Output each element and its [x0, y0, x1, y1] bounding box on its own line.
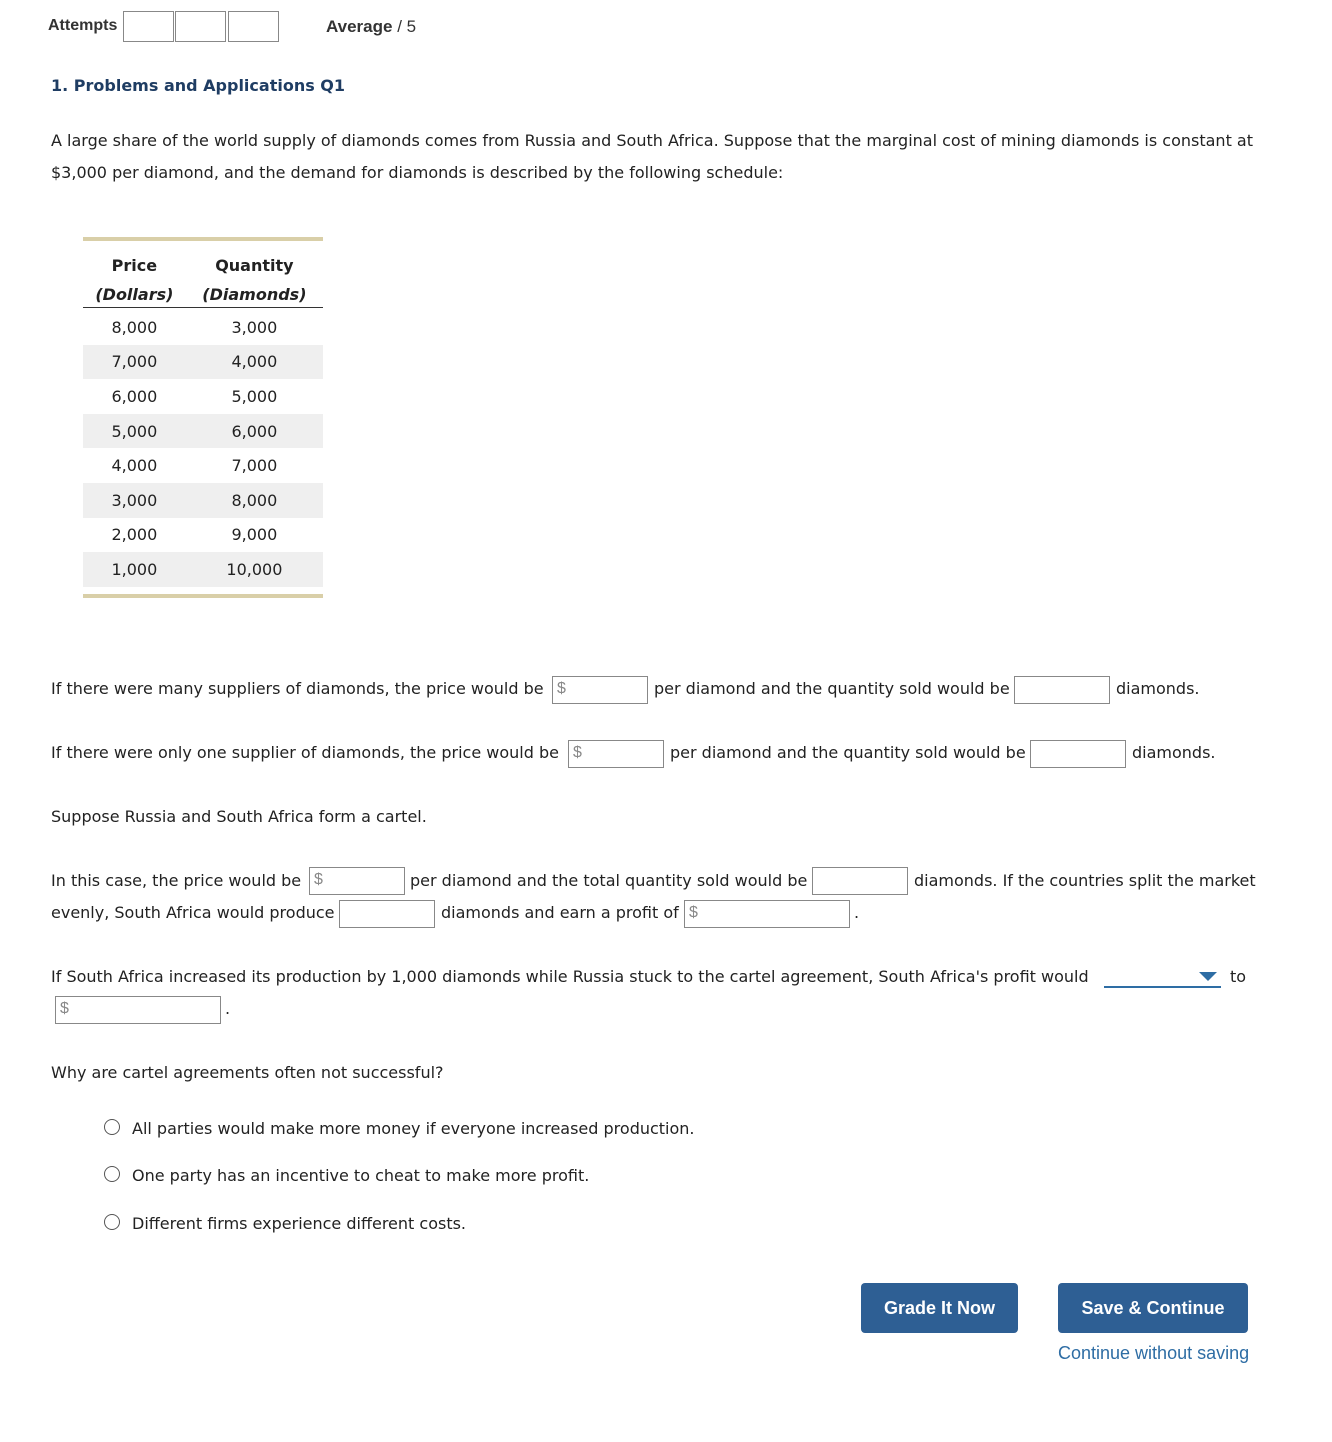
table-row [83, 310, 323, 345]
quantity-cell: 3,000 [231, 317, 278, 337]
attempt-box-3 [228, 11, 279, 42]
option-incentive-to-cheat[interactable] [104, 1165, 724, 1189]
intro-line-2: $3,000 per diamond, and the demand for diamonds is described by the following schedule: [51, 163, 784, 182]
q2-text-a: If there were only one supplier of diamonds, the price would be [51, 743, 559, 762]
competitive-quantity-input[interactable] [1014, 676, 1110, 704]
dollar-sign-icon: $ [314, 871, 323, 888]
price-subheader: (Dollars) [95, 285, 174, 304]
price-cell: 6,000 [111, 386, 158, 406]
demand-schedule-table [83, 237, 323, 587]
competitive-price-input[interactable] [552, 676, 648, 704]
south-africa-profit-input[interactable] [684, 900, 850, 928]
cartel-quantity-input[interactable] [812, 867, 908, 895]
price-cell: 7,000 [83, 345, 186, 380]
option-label: All parties would make more money if everyone increased production. [132, 1119, 695, 1138]
save-continue-button[interactable]: Save & Continue [1058, 1283, 1248, 1333]
intro-line-1: A large share of the world supply of diamonds comes from Russia and South Africa. Suppose that the marginal cost of mining diamonds is constant at [51, 131, 1253, 150]
price-cell: 3,000 [83, 483, 186, 518]
q2-text-c: diamonds. [1132, 743, 1216, 762]
dollar-sign-icon: $ [557, 680, 566, 697]
q3-text-a: In this case, the price would be [51, 871, 302, 890]
price-header: Price [111, 255, 158, 275]
dropdown-underline [1104, 986, 1221, 988]
q3-text-b: per diamond and the total quantity sold would be [410, 871, 808, 890]
cartel-intro: Suppose Russia and South Africa form a cartel. [51, 807, 427, 826]
table-row [83, 345, 323, 380]
table-bottom-rule [83, 594, 323, 598]
price-cell: 8,000 [111, 317, 158, 337]
price-cell: 5,000 [83, 414, 186, 449]
q3-text-f: . [854, 903, 860, 922]
table-row [83, 414, 323, 449]
profit-change-dropdown[interactable] [1104, 966, 1221, 988]
question-intro [51, 125, 1291, 189]
quantity-cell: 8,000 [186, 483, 323, 518]
q4-text-b: to [1230, 967, 1247, 986]
radio-button[interactable] [104, 1166, 120, 1182]
attempt-box-2 [175, 11, 226, 42]
table-row [83, 379, 323, 414]
price-cell: 1,000 [83, 552, 186, 587]
quantity-cell: 10,000 [186, 552, 323, 587]
option-label: One party has an incentive to cheat to make more profit. [132, 1166, 590, 1185]
q1-text-b: per diamond and the quantity sold would be [654, 679, 1010, 698]
q2-text-b: per diamond and the quantity sold would be [670, 743, 1026, 762]
dollar-sign-icon: $ [573, 744, 582, 761]
average-value: / 5 [397, 17, 417, 36]
profit-change-input[interactable] [55, 996, 221, 1024]
monopoly-quantity-input[interactable] [1030, 740, 1126, 768]
monopoly-price-input[interactable] [568, 740, 664, 768]
attempt-box-1 [123, 11, 174, 42]
quantity-header: Quantity [215, 255, 294, 275]
table-header-rule [83, 307, 323, 308]
q4-text-a: If South Africa increased its production by 1,000 diamonds while Russia stuck to the cartel agreement, South Africa's profit would [51, 967, 1089, 986]
option-different-costs[interactable] [104, 1213, 724, 1237]
table-row [83, 448, 323, 483]
q3-text-c: diamonds. If the countries split the market [914, 871, 1256, 890]
average-score [326, 17, 416, 37]
quantity-cell: 4,000 [186, 345, 323, 380]
q3-text-d: evenly, South Africa would produce [51, 903, 335, 922]
quantity-cell: 5,000 [231, 386, 278, 406]
question-title: 1. Problems and Applications Q1 [51, 76, 346, 95]
cartel-price-input[interactable] [309, 867, 405, 895]
table-row [83, 518, 323, 553]
q1-text-c: diamonds. [1116, 679, 1200, 698]
south-africa-quantity-input[interactable] [339, 900, 435, 928]
option-label: Different firms experience different costs. [132, 1214, 467, 1233]
table-row [83, 552, 323, 587]
attempts-label: Attempts [48, 17, 118, 34]
chevron-down-icon [1199, 972, 1217, 981]
radio-button[interactable] [104, 1119, 120, 1135]
quantity-cell: 6,000 [186, 414, 323, 449]
price-cell: 2,000 [111, 525, 158, 545]
continue-without-saving-link[interactable]: Continue without saving [1058, 1343, 1250, 1363]
table-row [83, 483, 323, 518]
dollar-sign-icon: $ [60, 1000, 69, 1017]
q5-question: Why are cartel agreements often not successful? [51, 1063, 444, 1082]
dollar-sign-icon: $ [689, 904, 698, 921]
average-label: Average [326, 17, 393, 36]
q3-text-e: diamonds and earn a profit of [441, 903, 679, 922]
quantity-cell: 7,000 [231, 456, 278, 476]
grade-it-now-button[interactable]: Grade It Now [861, 1283, 1018, 1333]
quantity-subheader: (Diamonds) [202, 285, 307, 304]
q1-text-a: If there were many suppliers of diamonds, the price would be [51, 679, 544, 698]
option-increase-production[interactable] [104, 1118, 724, 1142]
price-cell: 4,000 [111, 456, 158, 476]
quantity-cell: 9,000 [231, 525, 278, 545]
radio-button[interactable] [104, 1214, 120, 1230]
q4-text-c: . [225, 999, 231, 1018]
